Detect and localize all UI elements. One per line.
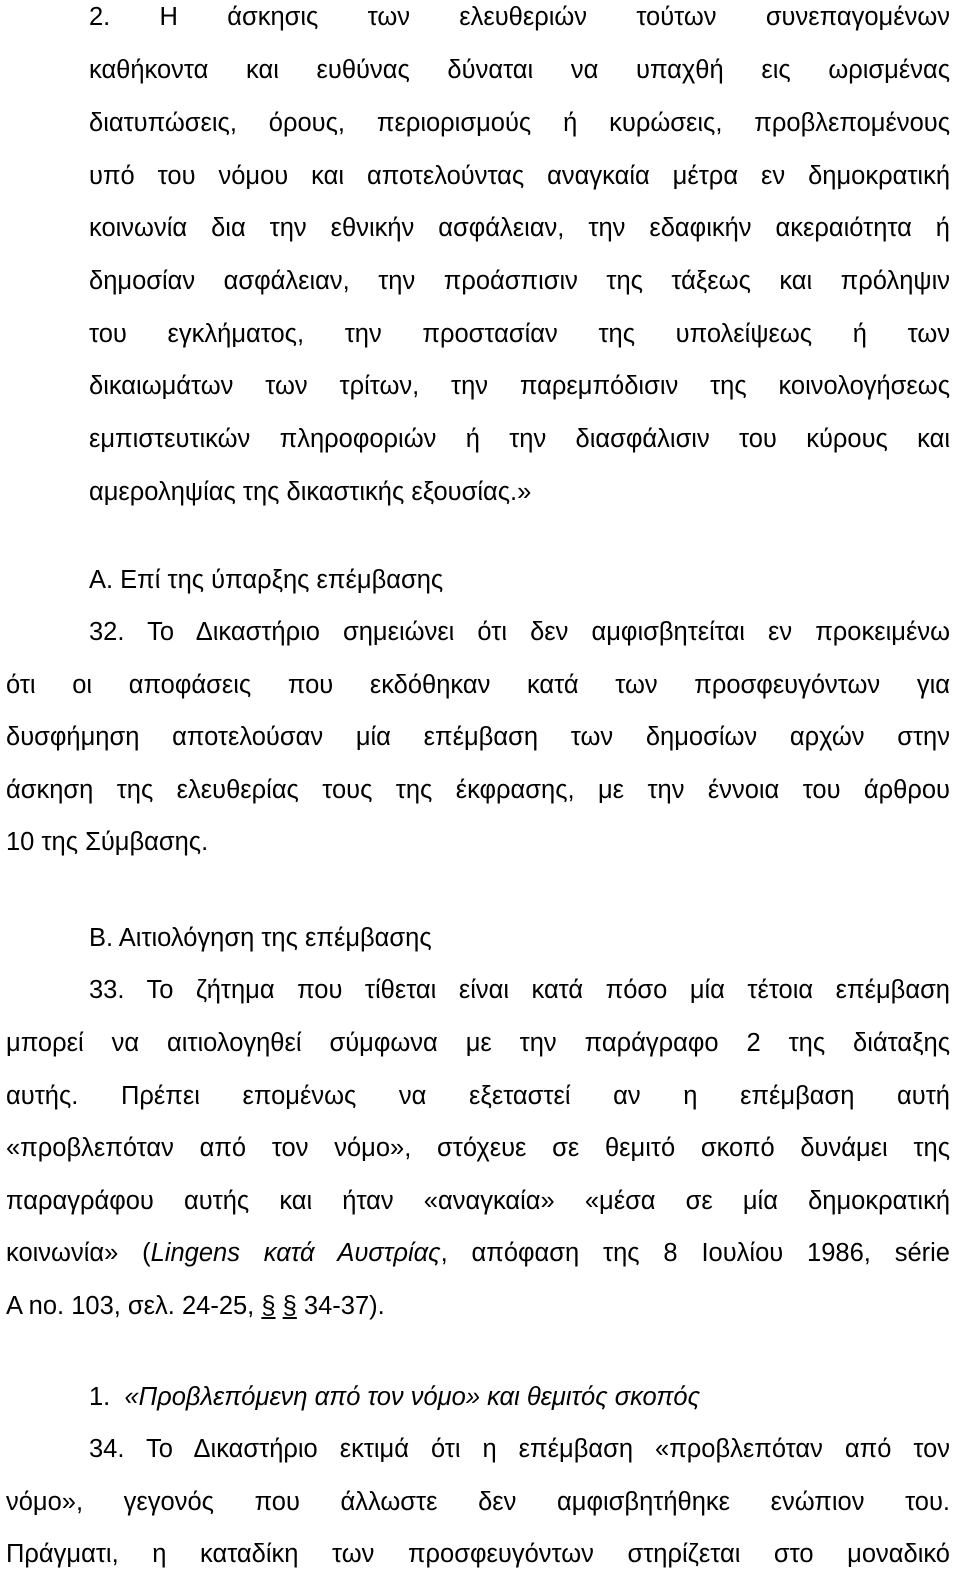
paragraph-line: παραγράφου αυτής και ήταν «αναγκαία» «μέσα σε μία δημοκρατική bbox=[6, 1187, 950, 1215]
quote-line-last: αμεροληψίας της δικαστικής εξουσίας.» bbox=[89, 478, 532, 506]
paragraph-line: νόμο», γεγονός που άλλωστε δεν αμφισβητήθηκε ενώπιον του. bbox=[6, 1488, 950, 1516]
quote-line: υπό του νόμου και αποτελούντας αναγκαία μέτρα εν δημοκρατική bbox=[89, 162, 950, 190]
quote-line: δημοσίαν ασφάλειαν, την προάσπισιν της τάξεως και πρόληψιν bbox=[89, 267, 950, 295]
paragraph-line: μπορεί να αιτιολογηθεί σύμφωνα με την παράγραφο 2 της διάταξης bbox=[6, 1029, 950, 1057]
quote-line: καθήκοντα και ευθύνας δύναται να υπαχθή εις ωρισμένας bbox=[89, 56, 950, 84]
paragraph-line-last bbox=[6, 1291, 385, 1321]
case-name: Lingens κατά Αυστρίας bbox=[150, 1239, 441, 1267]
paragraph-line: αυτής. Πρέπει επομένως να εξεταστεί αν η επέμβαση αυτή bbox=[6, 1082, 950, 1110]
quote-line: εμπιστευτικών πληροφοριών ή την διασφάλισιν του κύρους και bbox=[89, 425, 950, 453]
paragraph-line-last: 10 της Σύμβασης. bbox=[6, 828, 209, 856]
section-heading-a: Α. Επί της ύπαρξης επέμβασης bbox=[89, 566, 444, 594]
paragraph-line: 34. Το Δικαστήριο εκτιμά ότι η επέμβαση «προβλεπόταν από τον bbox=[89, 1435, 950, 1463]
paragraph-line: 33. Το ζήτημα που τίθεται είναι κατά πόσο μία τέτοια επέμβαση bbox=[89, 976, 950, 1004]
quote-line: κοινωνία δια την εθνικήν ασφάλειαν, την εδαφικήν ακεραιότητα ή bbox=[89, 214, 950, 242]
paragraph-line-citation bbox=[6, 1238, 950, 1268]
section-sign: § bbox=[282, 1292, 297, 1320]
citation-text-after: , απόφαση της 8 Ιουλίου 1986, série bbox=[440, 1239, 950, 1267]
section-sign: § bbox=[261, 1292, 276, 1320]
paragraph-line: Πράγματι, η καταδίκη των προσφευγόντων στηρίζεται στο μοναδικό bbox=[6, 1540, 950, 1568]
paragraph-line: άσκηση της ελευθερίας τους της έκφρασης, με την έννοια του άρθρου bbox=[6, 776, 950, 804]
quote-line: διατυπώσεις, όρους, περιορισμούς ή κυρώσεις, προβλεπομένους bbox=[89, 109, 950, 137]
subsection-number: 1. bbox=[89, 1383, 111, 1411]
quote-line: του εγκλήματος, την προστασίαν της υπολείψεως ή των bbox=[89, 320, 950, 348]
citation-reference: A no. 103, σελ. 24-25, bbox=[6, 1292, 262, 1320]
paragraph-line: ότι οι αποφάσεις που εκδόθηκαν κατά των προσφευγόντων για bbox=[6, 671, 950, 699]
citation-text-before: κοινωνία» ( bbox=[6, 1239, 151, 1267]
subsection-heading-1 bbox=[89, 1382, 700, 1412]
subsection-title: «Προβλεπόμενη από τον νόμο» και θεμιτός σκοπός bbox=[124, 1383, 701, 1411]
citation-pages: 34-37). bbox=[296, 1292, 385, 1320]
space bbox=[276, 1292, 283, 1320]
paragraph-line: δυσφήμηση αποτελούσαν μία επέμβαση των δημοσίων αρχών στην bbox=[6, 723, 950, 751]
paragraph-line: «προβλεπόταν από τον νόμο», στόχευε σε θεμιτό σκοπό δυνάμει της bbox=[6, 1134, 950, 1162]
quote-line: 2. Η άσκησις των ελευθεριών τούτων συνεπαγομένων bbox=[89, 3, 950, 31]
paragraph-line: 32. Το Δικαστήριο σημειώνει ότι δεν αμφισβητείται εν προκειμένω bbox=[89, 618, 950, 646]
quote-line: δικαιωμάτων των τρίτων, την παρεμπόδισιν της κοινολογήσεως bbox=[89, 372, 950, 400]
section-heading-b: Β. Αιτιολόγηση της επέμβασης bbox=[89, 924, 432, 952]
